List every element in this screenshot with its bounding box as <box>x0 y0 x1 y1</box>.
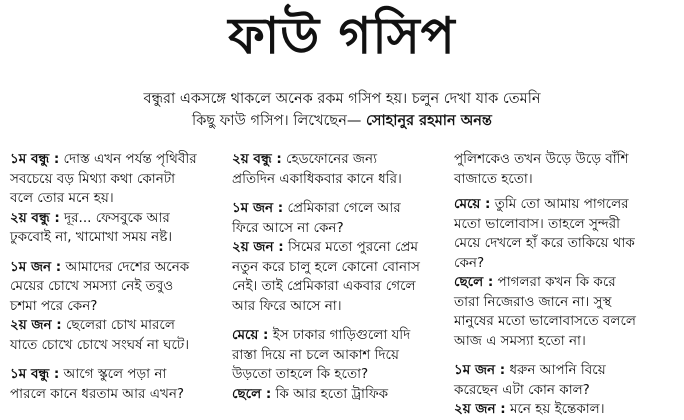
column-2 <box>232 150 444 404</box>
article-intro <box>60 88 624 132</box>
dialogue-text: আগে স্কুলে পড়া না <box>59 366 167 382</box>
dialogue-block <box>454 195 676 273</box>
dialogue-line: বলে তোর মনে হয়। <box>10 190 114 206</box>
speaker-label: ২য় জন : <box>10 317 62 333</box>
dialogue-line <box>454 195 676 215</box>
author-name: সোহানুর রহমান অনন্ত <box>366 113 492 129</box>
speaker-label: মেয়ে : <box>232 327 269 343</box>
speaker-label: ১ম জন : <box>232 200 284 216</box>
dialogue-line: উড়তো তাহলে কি হতো? <box>232 366 369 382</box>
speaker-label: ১ম বন্ধু : <box>10 151 60 167</box>
article-title: ফাউ গসিপ <box>228 7 456 65</box>
dialogue-block <box>454 273 676 351</box>
dialogue-text: পাগলরা কখন কি করে <box>493 274 616 290</box>
dialogue-line: চশমা পরে কেন? <box>10 297 98 314</box>
dialogue-text: দূর... ফেসবুকে আর <box>59 209 170 226</box>
dialogue-text: প্রেমিকারা গেলে আর <box>283 200 401 216</box>
dialogue-block <box>232 199 444 238</box>
dialogue-text: হেডফোনের জন্য <box>281 151 377 167</box>
speaker-label: ১ম জন : <box>454 362 506 378</box>
spacer <box>10 248 220 258</box>
dialogue-block <box>10 365 220 404</box>
dialogue-line <box>232 385 444 405</box>
dialogue-line: মেয়ের চোখে সমস্যা নেই তবুও <box>10 278 174 294</box>
dialogue-text: দোস্ত এখন পর্যন্ত পৃথিবীর <box>59 151 197 167</box>
continued-text <box>454 150 676 189</box>
dialogue-block <box>10 209 220 248</box>
dialogue-line: প্রতিদিন একাধিকবার কানে ধরি। <box>232 170 402 187</box>
dialogue-text: ছেলেরা চোখ মারলে <box>61 317 175 333</box>
dialogue-line: রাস্তা দিয়ে না চলে আকাশ দিয়ে <box>232 346 399 363</box>
dialogue-line: যাতে চোখে চোখে সংঘর্ষ না ঘটে। <box>10 336 190 353</box>
dialogue-line: নেই। তাই প্রেমিকারা একবার গেলে <box>232 278 416 294</box>
dialogue-block <box>232 150 444 189</box>
speaker-label: ২য় বন্ধু : <box>10 209 60 226</box>
dialogue-line <box>232 326 444 346</box>
speaker-label: ১ম জন : <box>10 258 62 275</box>
dialogue-line: মানুষের মতো ভালোবাসতে বললে <box>454 313 636 329</box>
dialogue-line: পারলে কানে ধরতাম আর এখন? <box>10 385 185 402</box>
speaker-label: ২য় জন : <box>232 239 284 255</box>
dialogue-block <box>232 238 444 316</box>
dialogue-line <box>232 150 444 170</box>
dialogue-text: ধরুন আপনি বিয়ে <box>505 362 606 378</box>
dialogue-line: সবচেয়ে বড় মিথ্যা কথা কোনটা <box>10 170 176 187</box>
dialogue-text: কি আর হতো ট্রাফিক <box>271 385 389 402</box>
dialogue-text: সিমের মতো পুরনো প্রেম <box>283 239 418 255</box>
speaker-label: ছেলে : <box>454 274 494 290</box>
dialogue-line: মেয়ে দেখলে হাঁ করে তাকিয়ে থাক <box>454 235 635 251</box>
dialogue-text: মনে হয় ইন্তেকাল। <box>505 401 605 417</box>
dialogue-line <box>10 365 220 385</box>
intro-line-2-text: কিছু ফাউ গসিপ। লিখেছেন— <box>192 113 366 129</box>
dialogue-line: মতো ভালোবাস। তাহলে সুন্দরী <box>454 215 621 232</box>
dialogue-line: আজ এ সমস্যা হতো না। <box>454 332 586 349</box>
dialogue-line: করেছেন এটা কোন কাল? <box>454 381 590 398</box>
dialogue-text: আমাদের দেশের অনেক <box>61 258 190 275</box>
speaker-label: মেয়ে : <box>454 196 491 212</box>
speaker-label: ছেলে : <box>232 385 272 402</box>
column-1 <box>10 150 220 404</box>
dialogue-line <box>10 316 220 336</box>
dialogue-line <box>10 209 220 229</box>
spacer <box>232 316 444 326</box>
dialogue-block <box>454 361 676 400</box>
intro-line-1: বন্ধুরা একসঙ্গে থাকলে অনেক রকম গসিপ হয়। চলুন দেখা যাক তেমনি <box>143 91 541 107</box>
dialogue-block <box>232 385 444 405</box>
speaker-label: ১ম বন্ধু : <box>10 366 60 382</box>
dialogue-text: তুমি তো আমায় পাগলের <box>490 196 629 212</box>
dialogue-line: ফিরে আসে না কেন? <box>232 219 344 236</box>
dialogue-text: ইস ঢাকার গাড়িগুলো যদি <box>268 327 411 343</box>
dialogue-line <box>10 150 220 170</box>
dialogue-line: বাজাতে হতো। <box>454 170 533 187</box>
dialogue-line: নতুন করে চালু হলে কোনো বোনাস <box>232 258 420 275</box>
dialogue-line: তারা নিজেরাও জানে না। সুস্থ <box>454 293 612 310</box>
dialogue-line <box>232 199 444 219</box>
spacer <box>232 189 444 199</box>
dialogue-block <box>10 150 220 209</box>
dialogue-block <box>10 316 220 355</box>
column-3 <box>454 150 676 420</box>
intro-line-2 <box>60 110 624 132</box>
speaker-label: ২য় জন : <box>454 401 506 417</box>
dialogue-line <box>454 361 676 381</box>
dialogue-line: ঢুকবোই না, খামোখা সময় নষ্ট। <box>10 229 173 245</box>
speaker-label: ২য় বন্ধু : <box>232 151 282 167</box>
dialogue-line: আর ফিরে আসে না। <box>232 297 342 314</box>
dialogue-line <box>454 273 676 293</box>
spacer <box>10 355 220 365</box>
dialogue-line <box>454 400 676 420</box>
dialogue-line <box>10 258 220 278</box>
dialogue-block <box>232 326 444 385</box>
dialogue-line: পুলিশকেও তখন উড়ে উড়ে বাঁশি <box>454 151 629 167</box>
dialogue-line: কেন? <box>454 254 485 271</box>
spacer <box>454 351 676 361</box>
dialogue-block <box>454 400 676 420</box>
dialogue-line <box>232 238 444 258</box>
dialogue-block <box>10 258 220 317</box>
